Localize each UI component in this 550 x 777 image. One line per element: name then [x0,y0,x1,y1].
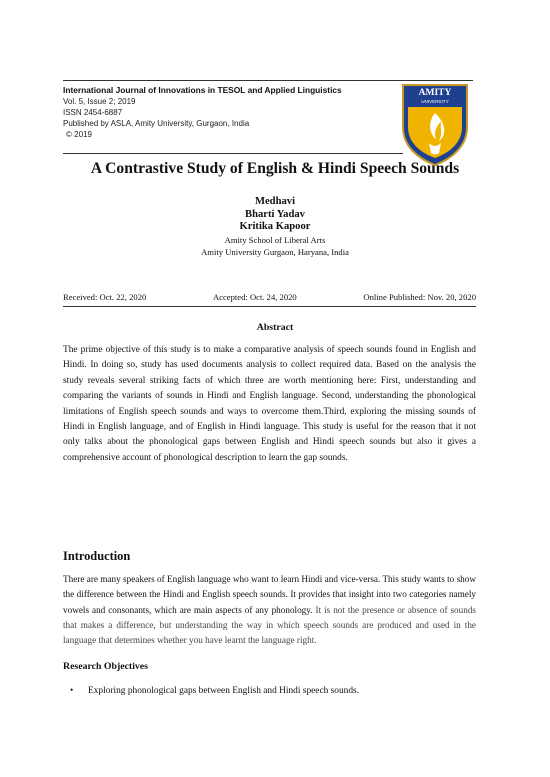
research-objectives-heading: Research Objectives [63,661,148,672]
introduction-text [63,572,476,648]
introduction-heading: Introduction [63,549,131,563]
logo-subtext: UNIVERSITY [421,99,449,104]
author-name: Bharti Yadav [245,208,305,220]
bullet-icon: • [70,686,74,696]
author-university: Amity University Gurgaon, Haryana, India [201,246,349,257]
objective-text: Exploring phonological gaps between English and Hindi speech sounds. [88,686,360,696]
journal-publisher: Published by ASLA, Amity University, Gurgaon, India [63,119,250,128]
journal-name: International Journal of Innovations in TESOL and Applied Linguistics [63,85,342,95]
journal-info [63,85,342,140]
received-date: Received: Oct. 22, 2020 [63,292,147,302]
journal-copyright: © 2019 [66,130,92,139]
list-item [63,686,476,696]
introduction-text-part2: It is not the presence or absence of sounds that makes a difference, but understanding the way in which speech sounds are produced and used in the language that determines whether you have learnt the language right. [63,604,476,646]
journal-header [63,80,473,169]
journal-issn: ISSN 2454-6887 [63,108,123,117]
abstract-heading: Abstract [256,322,294,333]
paper-title: A Contrastive Study of English & Hindi Speech Sounds [90,160,460,177]
published-date: Online Published: Nov. 20, 2020 [363,292,476,302]
amity-university-logo [399,83,471,167]
journal-volume: Vol. 5, Issue 2; 2019 [63,97,136,106]
abstract-text: The prime objective of this study is to make a comparative analysis of speech sounds found in English and Hindi. In doing so, study has used documents analysis to collect required data. Based on the analysis the study reveals several striking facts of which three are worth mentioning here: First, understanding and comparing the variants of sounds in Hindi and English language. Second, understanding the phonological limitations of English speech sounds and ways to overcome them.Third, exploring the missing sounds of Hindi in English language, and of English in Hindi language. This study is useful for the reason that it not only talks about the phonological gaps between English and Hindi speech sounds but also it gives a comprehensive account of phonological description to learn the gap sounds. [63,345,476,463]
author-school: Amity School of Liberal Arts [224,234,326,245]
author-name: Kritika Kapoor [239,221,311,232]
accepted-date: Accepted: Oct. 24, 2020 [212,292,297,302]
author-name: Medhavi [254,196,296,207]
introduction-text-part1: There are many speakers of English language who want to learn Hindi and vice-versa. This study wants to show the difference between the Hindi and English speech sounds. It provides that insight into two categories namely vowels and consonants, which are main aspects of any phonology. [63,574,476,615]
research-objectives-list [63,686,476,696]
header-rule [63,153,403,154]
logo-text: AMITY [418,88,452,98]
publication-dates [63,292,476,307]
author-block [0,196,550,258]
